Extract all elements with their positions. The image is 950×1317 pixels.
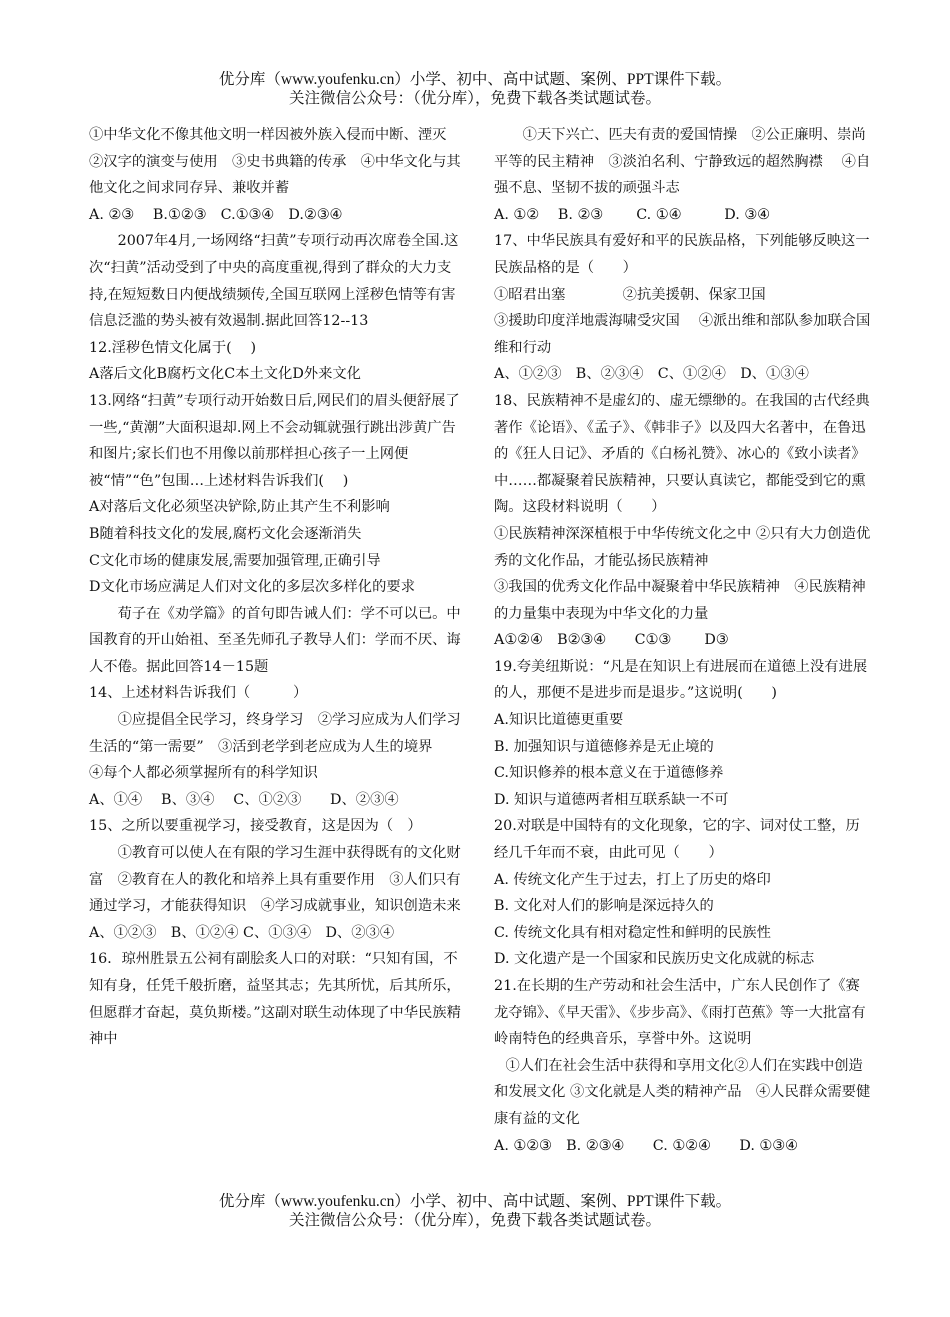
q17-stem: 17、中华民族具有爱好和平的民族品格，下列能够反映这一民族品格的是（ ） — [494, 233, 870, 276]
q16-options: ①天下兴亡、匹夫有责的爱国情操 ②公正廉明、崇尚平等的民主精神 ③淡泊名利、宁静致远的超然胸襟 ④自强不息、坚韧不拔的顽强斗志 — [494, 127, 871, 197]
q15-options: ①教育可以使人在有限的学习生涯中获得既有的文化财富 ②教育在人的教化和培养上具有重要作用 ③人们只有通过学习，才能获得知识 ④学习成就事业，知识创造未来 — [89, 845, 461, 915]
material-14-15: 荀子在《劝学篇》的首句即告诫人们：学不可以已。中国教育的开山始祖、至圣先师孔子教导人们：学而不厌、诲人不倦。据此回答14－15题 — [89, 605, 461, 675]
header-line-2: 关注微信公众号：（优分库），免费下载各类试题试卷。 — [288, 90, 661, 107]
q18-stem: 18、民族精神不是虚幻的、虚无缥缈的。在我国的古代经典著作《论语》、《孟子》、《韩非子》以及四大名著中，在鲁迅的《狂人日记》、矛盾的《白杨礼赞》、冰心的《致小读者》中……都凝聚着民族精神，只要认真读它，都能受到它的熏陶。这段材料说明（ ） — [494, 392, 870, 516]
page-footer — [0, 1192, 950, 1230]
q19-option-b: B. 加强知识与道德修养是无止境的 — [494, 738, 714, 755]
q11-answers: A. ②③ B.①②③ C.①③④ D.②③④ — [89, 206, 343, 223]
q17-answers: A、①②③ B、②③④ C、①②④ D、①③④ — [494, 366, 809, 383]
q11-options: ①中华文化不像其他文明一样因被外族入侵而中断、湮灭 ②汉字的演变与使用 ③史书典籍的传承 ④中华文化与其他文化之间求同存异、兼收并蓄 — [89, 127, 461, 197]
q17-option-3-4: ③援助印度洋地震海啸受灾国 ④派出维和部队参加联合国维和行动 — [494, 313, 871, 356]
q19-option-d: D. 知识与道德两者相互联系缺一不可 — [494, 791, 729, 808]
q20-stem: 20.对联是中国特有的文化现象，它的字、词对仗工整，历经几千年而不衰，由此可见（ ） — [494, 818, 860, 862]
footer-line-2: 关注微信公众号：（优分库），免费下载各类试题试卷。 — [288, 1212, 661, 1229]
q14-options: ①应提倡全民学习，终身学习 ②学习应成为人们学习生活的“第一需要” ③活到老学到老应成为人生的境界 ④每个人都必须掌握所有的科学知识 — [89, 712, 461, 782]
q19-option-c: C.知识修养的根本意义在于道德修养 — [494, 765, 724, 782]
q21-options: ①人们在社会生活中获得和享用文化②人们在实践中创造和发展文化 ③文化就是人类的精神产品 ④人民群众需要健康有益的文化 — [494, 1057, 871, 1127]
q15-answers: A、①②③ B、①②④ C、①③④ D、②③④ — [89, 924, 395, 941]
q19-option-a: A.知识比道德更重要 — [494, 712, 624, 729]
q15-stem: 15、之所以要重视学习，接受教育，这是因为（ ） — [89, 818, 422, 835]
q20-option-b: B. 文化对人们的影响是深远持久的 — [494, 898, 714, 915]
q20-option-c: C. 传统文化具有相对稳定性和鲜明的民族性 — [494, 924, 771, 941]
q13-option-d: D文化市场应满足人们对文化的多层次多样化的要求 — [89, 579, 415, 596]
page-header — [0, 70, 950, 108]
q18-option-3-4: ③我国的优秀文化作品中凝聚着中华民族精神 ④民族精神的力量集中表现为中华文化的力量 — [494, 579, 866, 622]
q20-option-a: A. 传统文化产生于过去，打上了历史的烙印 — [494, 871, 771, 888]
q13-option-c: C文化市场的健康发展,需要加强管理,正确引导 — [89, 552, 381, 569]
q13-option-a: A对落后文化必须坚决铲除,防止其产生不利影响 — [89, 499, 390, 516]
q12-answers: A落后文化B腐朽文化C本土文化D外来文化 — [89, 366, 361, 383]
q20-option-d: D. 文化遗产是一个国家和民族历史文化成就的标志 — [494, 951, 815, 968]
footer-line-1: 优分库（www.youfenku.cn）小学、初中、高中试题、案例、PPT课件下载。 — [218, 1193, 732, 1210]
right-column — [494, 122, 874, 1159]
material-12-13: 2007年4月,一场网络“扫黄”专项行动再次席卷全国.这次“扫黄”活动受到了中央的高度重视,得到了群众的大力支持,在短短数日内便战绩频传,全国互联网上淫秽色情等有害信息泛滥的势头被有效遏制.据此回答12--13 — [89, 233, 459, 330]
left-column — [89, 122, 461, 1053]
q13-option-b: B随着科技文化的发展,腐朽文化会逐渐消失 — [89, 525, 362, 542]
q19-stem: 19.夸美纽斯说：“凡是在知识上有进展而在道德上没有进展的人，那便不是进步而是退步。”这说明( ) — [494, 658, 868, 702]
q21-answers: A. ①②③ B. ②③④ C. ①②④ D. ①③④ — [494, 1137, 798, 1154]
q16-stem: 16．琼州胜景五公祠有副脍炙人口的对联：“只知有国，不知有身，任凭千般折磨，益坚其志；先其所忧，后其所乐，但愿群才奋起，莫负斯楼。”这副对联生动体现了中华民族精神中 — [89, 951, 461, 1048]
q18-answers: A①②④ B②③④ C①③ D③ — [494, 632, 729, 649]
q14-answers: A、①④ B、③④ C、①②③ D、②③④ — [89, 791, 399, 808]
q14-stem: 14、上述材料告诉我们（ ） — [89, 685, 308, 702]
q18-option-1-2: ①民族精神深深植根于中华传统文化之中 ②只有大力创造优秀的文化作品，才能弘扬民族精神 — [494, 525, 871, 569]
header-line-1: 优分库（www.youfenku.cn）小学、初中、高中试题、案例、PPT课件下载。 — [218, 71, 732, 88]
q21-stem: 21.在长期的生产劳动和社会生活中，广东人民创作了《赛龙夺锦》、《早天雷》、《步步高》、《雨打芭蕉》等一大批富有岭南特色的经典音乐，享誉中外。这说明 — [494, 978, 866, 1048]
q16-answers: A. ①② B. ②③ C. ①④ D. ③④ — [494, 206, 770, 223]
q17-option-1-2: ①昭君出塞 ②抗美援朝、保家卫国 — [494, 286, 766, 303]
q12-stem: 12.淫秽色情文化属于( ) — [89, 339, 257, 356]
q13-stem: 13.网络“扫黄”专项行动开始数日后,网民们的眉头便舒展了一些,“黄潮”大面积退却.网上不会动辄就强行跳出涉黄广告和图片;家长们也不用像以前那样担心孩子一上网便被“情”“色”包围…上述材料告诉我们( ) — [89, 392, 460, 489]
